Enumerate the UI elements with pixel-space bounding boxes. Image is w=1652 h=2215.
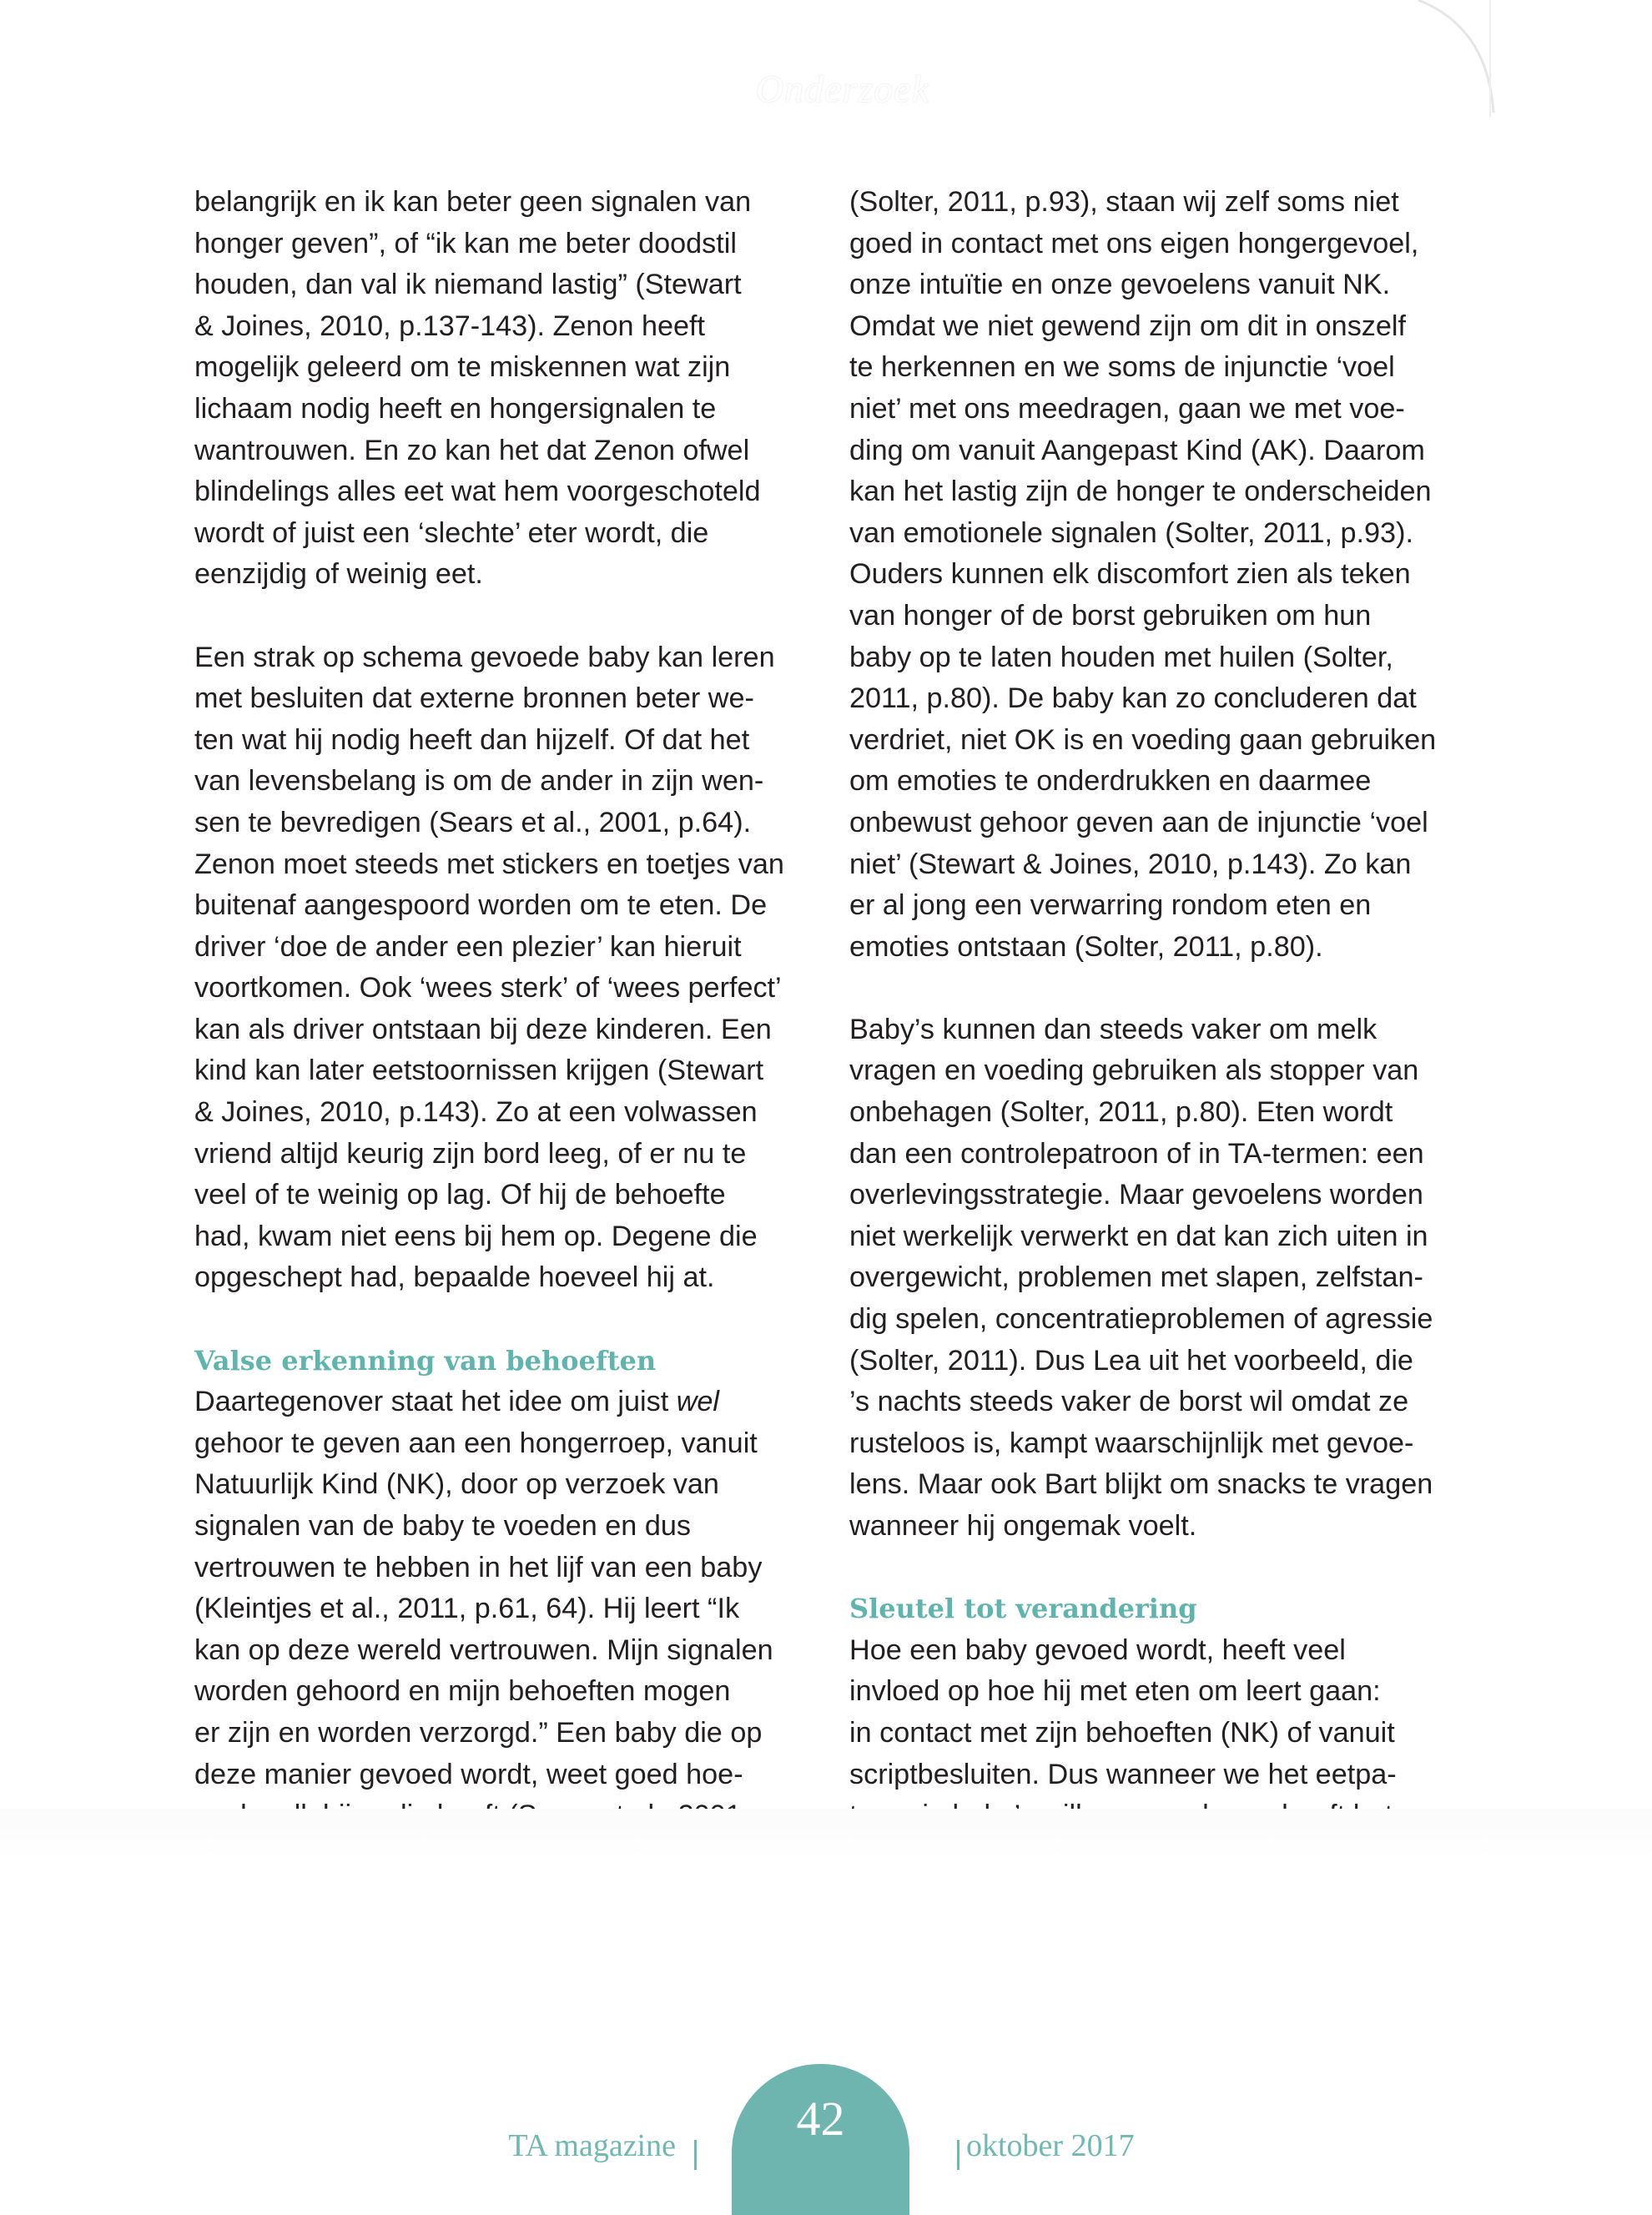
body-text-line: invloed op hoe hij met eten om leert gaan: bbox=[849, 1675, 1381, 1708]
body-text-line: blindelings alles eet wat hem voorgeschoteld bbox=[194, 476, 761, 508]
body-text-line: van levensbelang is om de ander in zijn wen- bbox=[194, 765, 764, 798]
body-text-line: buitenaf aangespoord worden om te eten. De bbox=[194, 889, 768, 922]
body-text-line: Een strak op schema gevoede baby kan leren bbox=[194, 641, 775, 673]
body-text-line: 2011, p.80). De baby kan zo concluderen dat bbox=[849, 682, 1417, 715]
body-text-line: opgeschept had, bepaalde hoeveel hij at. bbox=[194, 1261, 715, 1294]
body-text-line: vertrouwen te hebben in het lijf van een baby bbox=[194, 1551, 763, 1583]
body-text-line: onbehagen (Solter, 2011, p.80). Eten wordt bbox=[849, 1096, 1393, 1129]
paragraph-gap bbox=[194, 1299, 829, 1341]
right-column bbox=[849, 182, 1483, 1920]
body-text-line: veel of te weinig op lag. Of hij de behoefte bbox=[194, 1179, 726, 1211]
body-text-line: voortkomen. Ook ‘wees sterk’ of ‘wees perfect’ bbox=[194, 972, 782, 1004]
magazine-name: TA magazine bbox=[508, 2128, 676, 2163]
body-text-line: dig spelen, concentratieproblemen of agressie bbox=[849, 1303, 1433, 1336]
body-text-line: scriptbesluiten. Dus wanneer we het eetpa- bbox=[849, 1758, 1397, 1790]
body-text-line: overgewicht, problemen met slapen, zelfstan- bbox=[849, 1261, 1423, 1294]
body-text-line: van emotionele signalen (Solter, 2011, p.93). bbox=[849, 516, 1413, 549]
body-text-line: (Solter, 2011, p.93), staan wij zelf soms niet bbox=[849, 186, 1399, 218]
body-text-line: kan als driver ontstaan bij deze kinderen. Een bbox=[194, 1013, 772, 1045]
body-text-line: emoties ontstaan (Solter, 2011, p.80). bbox=[849, 930, 1323, 963]
body-text-line: te herkennen en we soms de injunctie ‘voel bbox=[849, 351, 1395, 384]
body-text-line: ding om vanuit Aangepast Kind (AK). Daarom bbox=[849, 434, 1425, 466]
body-text-line: baby op te laten houden met huilen (Solter, bbox=[849, 641, 1393, 673]
section-subheading: Sleutel tot verandering bbox=[849, 1593, 1197, 1625]
body-text-line: dan een controlepatroon of in TA-termen: een bbox=[849, 1137, 1424, 1170]
body-text-line: er zijn en worden verzorgd.” Een baby die op bbox=[194, 1716, 763, 1749]
body-text-line: Natuurlijk Kind (NK), door op verzoek van bbox=[194, 1468, 719, 1501]
section-header: Onderzoek bbox=[755, 68, 930, 110]
body-text-line: vragen en voeding gebruiken als stopper van bbox=[849, 1055, 1419, 1087]
paragraph-gap bbox=[849, 1548, 1483, 1589]
body-text-line: onze intuïtie en onze gevoelens vanuit NK. bbox=[849, 269, 1391, 301]
body-text-line: in contact met zijn behoeften (NK) of vanuit bbox=[849, 1716, 1395, 1749]
section-subheading: Valse erkenning van behoeften bbox=[194, 1344, 657, 1377]
body-text-line: Ouders kunnen elk discomfort zien als teken bbox=[849, 558, 1411, 591]
footer-divider-left bbox=[694, 2140, 697, 2170]
page-number: 42 bbox=[796, 2092, 845, 2146]
body-text-line: lens. Maar ook Bart blijkt om snacks te vragen bbox=[849, 1468, 1433, 1501]
body-text-line: mogelijk geleerd om te miskennen wat zijn bbox=[194, 351, 731, 384]
emphasis-text: wel bbox=[676, 1386, 720, 1418]
body-text-line: signalen van de baby te voeden en dus bbox=[194, 1510, 691, 1542]
body-text-line: overlevingsstrategie. Maar gevoelens worden bbox=[849, 1179, 1423, 1211]
body-text-line: rusteloos is, kampt waarschijnlijk met gevoe- bbox=[849, 1427, 1414, 1459]
body-text-line: Baby’s kunnen dan steeds vaker om melk bbox=[849, 1013, 1378, 1045]
body-text-line: (Kleintjes et al., 2011, p.61, 64). Hij leert “Ik bbox=[194, 1593, 740, 1625]
body-text-line: met besluiten dat externe bronnen beter we- bbox=[194, 682, 754, 715]
body-text-line: belangrijk en ik kan beter geen signalen van bbox=[194, 186, 752, 218]
body-text-line: om emoties te onderdrukken en daarmee bbox=[849, 765, 1372, 798]
body-text-line: kind kan later eetstoornissen krijgen (Stewart bbox=[194, 1055, 764, 1087]
body-text-line: driver ‘doe de ander een plezier’ kan hieruit bbox=[194, 930, 742, 963]
body-text-line: goed in contact met ons eigen hongergevoel, bbox=[849, 227, 1419, 259]
body-text-line: sen te bevredigen (Sears et al., 2001, p.64). bbox=[194, 806, 752, 838]
body-text-line: ten wat hij nodig heeft dan hijzelf. Of dat het bbox=[194, 723, 750, 756]
body-text-line: wordt of juist een ‘slechte’ eter wordt, die bbox=[194, 516, 709, 549]
body-text-line: & Joines, 2010, p.137-143). Zenon heeft bbox=[194, 310, 706, 342]
body-text-line: niet’ met ons meedragen, gaan we met voe- bbox=[849, 392, 1405, 425]
body-text-line: kan het lastig zijn de honger te onderscheiden bbox=[849, 476, 1432, 508]
left-column bbox=[194, 182, 829, 1920]
body-text-line: lichaam nodig heeft en hongersignalen te bbox=[194, 392, 717, 425]
body-text-line: deze manier gevoed wordt, weet goed hoe- bbox=[194, 1758, 743, 1790]
body-text-line: wanneer hij ongemak voelt. bbox=[849, 1510, 1197, 1542]
body-text-line: (Solter, 2011). Dus Lea uit het voorbeeld, die bbox=[849, 1344, 1413, 1377]
body-text-line: verdriet, niet OK is en voeding gaan gebruiken bbox=[849, 723, 1437, 756]
body-text-line: Hoe een baby gevoed wordt, heeft veel bbox=[849, 1634, 1346, 1666]
body-text-line: niet’ (Stewart & Joines, 2010, p.143). Zo kan bbox=[849, 848, 1412, 880]
body-text-line: ’s nachts steeds vaker de borst wil omdat ze bbox=[849, 1386, 1409, 1418]
body-text-line: had, kwam niet eens bij hem op. Degene die bbox=[194, 1220, 758, 1252]
body-text-line: niet werkelijk verwerkt en dat kan zich uiten in bbox=[849, 1220, 1428, 1252]
body-text-line: wantrouwen. En zo kan het dat Zenon ofwel bbox=[194, 434, 750, 466]
body-text-line: van honger of de borst gebruiken om hun bbox=[849, 599, 1372, 632]
body-text-line: & Joines, 2010, p.143). Zo at een volwassen bbox=[194, 1096, 758, 1129]
body-text-line: Omdat we niet gewend zijn om dit in onszelf bbox=[849, 310, 1406, 342]
body-text-line: eenzijdig of weinig eet. bbox=[194, 558, 483, 591]
body-text-line: worden gehoord en mijn behoeften mogen bbox=[194, 1675, 731, 1708]
body-text-line: gehoor te geven aan een hongerroep, vanuit bbox=[194, 1427, 758, 1459]
footer-divider-right bbox=[957, 2140, 959, 2170]
page-curl-decoration bbox=[1410, 0, 1502, 117]
body-text-line: Daartegenover staat het idee om juist wel bbox=[194, 1386, 720, 1418]
body-text-line: vriend altijd keurig zijn bord leeg, of er nu te bbox=[194, 1137, 747, 1170]
body-text-line: onbewust gehoor geven aan de injunctie ‘voel bbox=[849, 806, 1428, 838]
body-text-line: honger geven”, of “ik kan me beter doodstil bbox=[194, 227, 737, 259]
issue-date: oktober 2017 bbox=[966, 2128, 1135, 2163]
paragraph-gap bbox=[194, 596, 829, 637]
body-text-line: houden, dan val ik niemand lastig” (Stewart bbox=[194, 269, 742, 301]
body-text-line: kan op deze wereld vertrouwen. Mijn signalen bbox=[194, 1634, 773, 1666]
body-text-line: Zenon moet steeds met stickers en toetjes van bbox=[194, 848, 784, 880]
body-text-line: er al jong een verwarring rondom eten en bbox=[849, 889, 1372, 922]
paragraph-gap bbox=[849, 968, 1483, 1009]
